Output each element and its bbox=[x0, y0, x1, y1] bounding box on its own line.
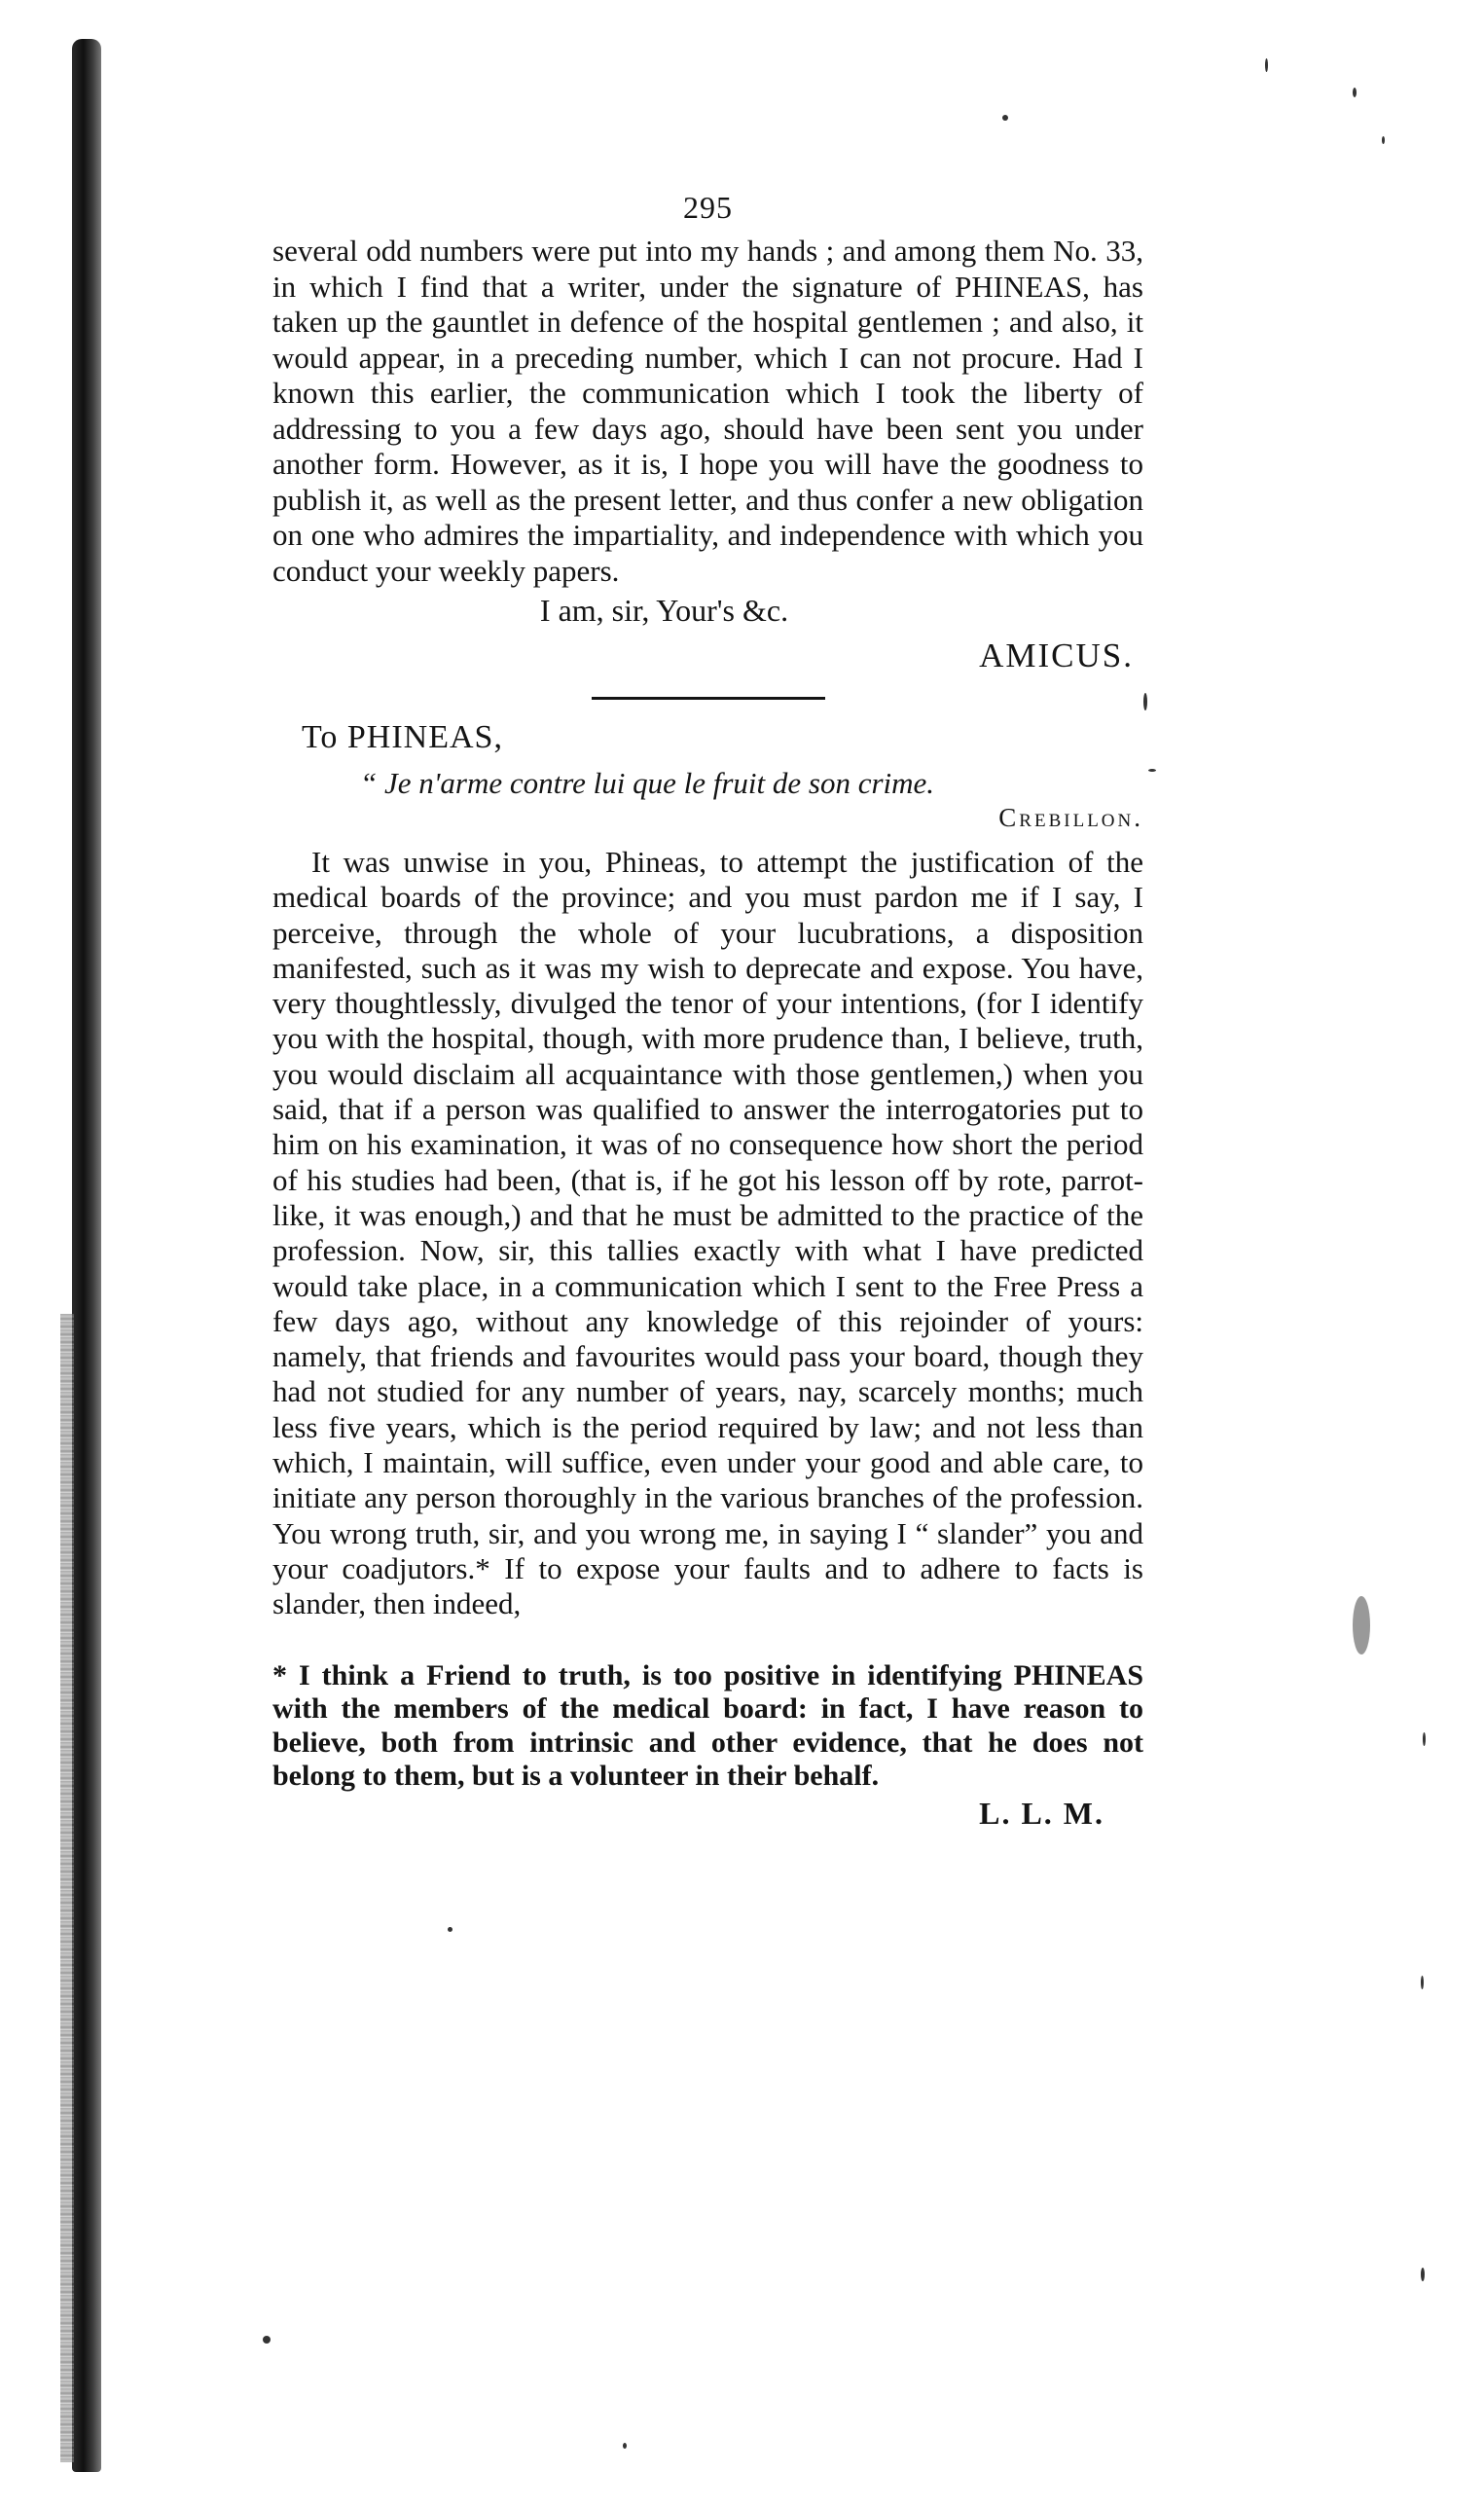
footnote-signature: L. L. M. bbox=[979, 1795, 1104, 1831]
binding-edge-texture bbox=[60, 1314, 74, 2462]
letter-body bbox=[272, 845, 1143, 1622]
prior-letter-closing: I am, sir, Your's &c. bbox=[539, 593, 789, 628]
book-page bbox=[272, 190, 1143, 1832]
prior-letter-signature: AMICUS. bbox=[979, 636, 1134, 674]
scan-speck bbox=[448, 1927, 452, 1932]
scan-speck bbox=[1353, 88, 1357, 97]
binding-edge bbox=[72, 39, 101, 2472]
scan-speck bbox=[1148, 769, 1156, 772]
letter-addressee: To PHINEAS, bbox=[302, 719, 503, 755]
footnote-text: * I think a Friend to truth, is too positive in identifying PHINEAS with the members of the medical board: in fact, I have reason to believe, both from intrinsic and other evidence, that he does not belong to them, but is a volunteer in their behalf. bbox=[272, 1658, 1143, 1793]
scan-speck bbox=[1143, 693, 1147, 710]
scan-speck bbox=[1265, 58, 1268, 72]
letter-body-text: It was unwise in you, Phineas, to attempt the justification of the medical boards of the province; and you must pardon me if I say, I perceive, through the whole of your lucubrations, a disposition manifested, such as it was my wish to deprecate and expose. You have, very thoughtlessly, divulged the tenor of your intentions, (for I identify you with the hospital, though, with more prudence than, I believe, truth, you would disclaim all acquaintance with those gentlemen,) when you said, that if a person was qualified to answer the interrogatories put to him on his examination, it was of no consequence how short the period of his studies had been, (that is, if he got his lesson off by rote, parrot-like, it was enough,) and that he must be admitted to the practice of the profession. Now, sir, this tallies exactly with what I have predicted would take place, in a communication which I sent to the Free Press a few days ago, without any knowledge of this rejoinder of yours: namely, that friends and favourites would pass your board, though they had not studied for any number of years, nay, scarcely months; much less five years, which is the period required by law; and not less than which, I maintain, will suffice, even under your good and able care, to initiate any person thoroughly in the various branches of the profession. You wrong truth, sir, and you wrong me, in saying I “ slander” you and your coadjutors.* If to expose your faults and to adhere to facts is slander, then indeed, bbox=[272, 845, 1143, 1621]
scan-speck bbox=[263, 2336, 271, 2344]
scan-speck bbox=[1421, 2268, 1425, 2281]
letter-epigraph: “ Je n'arme contre lui que le fruit de son crime. bbox=[360, 766, 935, 800]
scan-speck bbox=[1421, 1976, 1424, 1989]
scan-speck bbox=[1002, 115, 1008, 121]
scan-speck bbox=[1423, 1732, 1426, 1746]
section-divider bbox=[592, 697, 825, 700]
epigraph-author: Crebillon. bbox=[998, 803, 1143, 832]
scan-speck bbox=[1353, 1596, 1370, 1654]
scan-speck bbox=[1382, 136, 1385, 144]
page-number: 295 bbox=[683, 190, 733, 225]
prior-letter-text: several odd numbers were put into my hands ; and among them No. 33, in which I find that a writer, under the signature of PHINEAS, has taken up the gauntlet in defence of the hospital gentlemen ; and also, it would appear, in a preceding number, which I can not procure. Had I known this earlier, the communication which I took the liberty of addressing to you a few days ago, should have been sent you under another form. However, as it is, I hope you will have the goodness to publish it, as well as the present letter, and thus confer a new obligation on one who admires the impartiality, and independence with which you conduct your weekly papers. bbox=[272, 234, 1143, 588]
scan-speck bbox=[623, 2443, 627, 2449]
